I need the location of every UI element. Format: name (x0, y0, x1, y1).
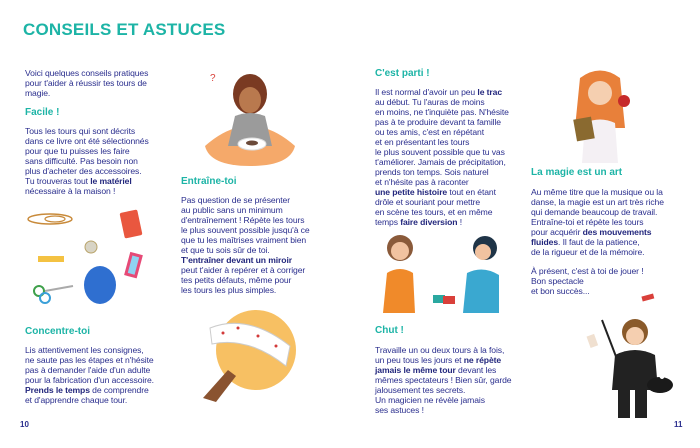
text-segment: de comprendre (89, 385, 149, 395)
text-line (181, 215, 310, 225)
text-segment: et que tu sois sûr de toi. (181, 245, 270, 255)
text-line (375, 157, 509, 167)
intro-text (25, 68, 148, 98)
emphasis-text: des mouvements (582, 227, 652, 237)
text-segment: d'entraînement ! Répète les tours (181, 215, 305, 225)
text-segment: Pas question de se présenter (181, 195, 290, 205)
text-line (531, 227, 664, 237)
text-segment: À présent, c'est à toi de jouer ! (531, 266, 644, 276)
heading-art: La magie est un art (531, 167, 623, 178)
text-segment: sans difficulté. Pas besoin non (25, 156, 138, 166)
emphasis-text: jamais le même tour (375, 365, 456, 375)
text-segment: le plus souvent possible que tu vas (375, 147, 505, 157)
text-segment: t'améliorer. Jamais de précipitation, (375, 157, 506, 167)
text-segment: peut t'aider à repérer et à corriger (181, 265, 306, 275)
text-line (531, 266, 644, 276)
text-line (375, 355, 511, 365)
text-line (25, 395, 154, 405)
text-segment: de la rigueur et de la mémoire. (531, 247, 645, 257)
text-segment: pour t'aider à réussir tes tours de (25, 78, 147, 88)
text-segment: Tu trouveras tout (25, 176, 91, 186)
text-line (181, 265, 310, 275)
text-segment: Lis attentivement les consignes, (25, 345, 144, 355)
kids-exchanging-cards-illustration (375, 233, 510, 318)
text-line (25, 365, 154, 375)
text-line (375, 187, 509, 197)
emphasis-text: le trac (477, 87, 503, 97)
text-line (181, 255, 310, 265)
text-segment: Voici quelques conseils pratiques (25, 68, 149, 78)
text-segment: tout en étant (447, 187, 496, 197)
text-line (375, 405, 511, 415)
text-segment: au début. Tu l'auras de moins (375, 97, 485, 107)
text-line (25, 166, 149, 176)
girl-with-apple-illustration (560, 68, 645, 163)
text-line (531, 247, 664, 257)
text-segment: temps (375, 217, 401, 227)
text-line (181, 195, 310, 205)
text-line (25, 375, 154, 385)
emphasis-text: Prends le temps (25, 385, 90, 395)
heading-chut: Chut ! (375, 325, 404, 336)
text-line (25, 88, 148, 98)
text-segment: plus d'acheter des accessoires. (25, 166, 142, 176)
text-line (375, 365, 511, 375)
emphasis-text: le matériel (90, 176, 132, 186)
text-segment: prends ton temps. Sois naturel (375, 167, 489, 177)
text-segment: Un magicien ne révèle jamais (375, 395, 485, 405)
text-line (375, 127, 509, 137)
emphasis-text: ne répète (463, 355, 502, 365)
text-segment: pour que tu puisses les faire (25, 146, 130, 156)
text-segment: ses astuces ! (375, 405, 424, 415)
concentre-text (25, 345, 154, 405)
text-segment: un peu tous les jours et (375, 355, 464, 365)
text-line (25, 176, 149, 186)
text-segment: ne saute pas les étapes et n'hésite (25, 355, 154, 365)
text-line (25, 126, 149, 136)
text-segment: ! (457, 217, 463, 227)
parti-text (375, 87, 509, 227)
text-line (531, 237, 664, 247)
text-line (375, 217, 509, 227)
text-line (531, 276, 644, 286)
text-segment: et n'hésite pas à raconter (375, 177, 469, 187)
cards-spread-illustration (198, 308, 298, 404)
text-line (25, 355, 154, 365)
text-segment: les tours les plus simples. (181, 285, 277, 295)
text-line (375, 97, 509, 107)
text-line (375, 147, 509, 157)
emphasis-text: faire diversion (400, 217, 458, 227)
heading-entraine: Entraîne-toi (181, 176, 237, 187)
text-line (375, 107, 509, 117)
text-segment: Tous les tours qui sont décrits (25, 126, 136, 136)
svg-text:?: ? (210, 73, 216, 84)
text-segment: pour acquérir (531, 227, 583, 237)
text-line (25, 136, 149, 146)
text-line (25, 68, 148, 78)
text-segment: pas à te produire devant ta famille (375, 117, 501, 127)
text-segment: jalousement tes secrets. (375, 385, 466, 395)
text-line (25, 385, 154, 395)
heading-concentre: Concentre-toi (25, 326, 90, 337)
text-line (375, 197, 509, 207)
text-line (25, 146, 149, 156)
text-segment: le plus souvent possible jusqu'à ce (181, 225, 310, 235)
text-line (375, 87, 509, 97)
text-segment: mêmes spectateurs ! Bien sûr, garde (375, 375, 512, 385)
heading-parti: C'est parti ! (375, 68, 430, 79)
text-line (375, 385, 511, 395)
text-segment: que tu les maîtrises vraiment bien (181, 235, 307, 245)
page-title: CONSEILS ET ASTUCES (23, 20, 226, 39)
text-line (375, 167, 509, 177)
props-illustration (25, 205, 155, 305)
text-line (181, 235, 310, 245)
text-segment: drôle et souriant pour mettre (375, 197, 481, 207)
facile-text (25, 126, 149, 196)
emphasis-text: une petite histoire (375, 187, 448, 197)
text-line (25, 78, 148, 88)
text-line (375, 375, 511, 385)
text-segment: et d'apprendre chaque tour. (25, 395, 128, 405)
text-line (375, 137, 509, 147)
chut-text (375, 345, 511, 415)
text-segment: pas à demander l'aide d'un adulte (25, 365, 151, 375)
text-segment: et bon succès... (531, 286, 590, 296)
text-segment: tes petits défauts, même pour (181, 275, 292, 285)
text-segment: et en présentant les tours (375, 137, 470, 147)
text-line (181, 225, 310, 235)
text-line (181, 205, 310, 215)
text-segment: en scène tes tours, et en même (375, 207, 493, 217)
text-segment: au public sans un minimum (181, 205, 283, 215)
text-segment: dans ce livre ont été sélectionnés (25, 136, 149, 146)
emphasis-text: fluides (531, 237, 558, 247)
magician-girl-illustration (580, 290, 675, 420)
text-line (531, 207, 664, 217)
text-line (25, 186, 149, 196)
page-number-left: 10 (20, 420, 29, 429)
text-line (375, 177, 509, 187)
text-line (181, 285, 310, 295)
text-segment: Travaille un ou deux tours à la fois, (375, 345, 505, 355)
text-segment: en moins, ne t'inquiète pas. N'hésite (375, 107, 509, 117)
text-line (531, 187, 664, 197)
text-segment: devant les (455, 365, 497, 375)
text-line (531, 217, 664, 227)
text-segment: Il est normal d'avoir un peu (375, 87, 478, 97)
emphasis-text: T'entraîner devant un miroir (181, 255, 292, 265)
entraine-text (181, 195, 310, 295)
text-segment: qui demande beaucoup de travail. (531, 207, 658, 217)
text-line (181, 245, 310, 255)
text-line (531, 197, 664, 207)
text-segment: Bon spectacle (531, 276, 584, 286)
art-text (531, 187, 664, 257)
text-line (25, 156, 149, 166)
text-segment: Entraîne-toi et répète les tours (531, 217, 644, 227)
girl-thinking-illustration (200, 66, 300, 166)
heading-facile: Facile ! (25, 107, 60, 118)
text-line (375, 207, 509, 217)
text-segment: . Il faut de la patience, (558, 237, 640, 247)
text-line (375, 345, 511, 355)
text-line (375, 117, 509, 127)
text-segment: nécessaire à la maison ! (25, 186, 116, 196)
text-line (375, 395, 511, 405)
text-segment: danse, la magie est un art très riche (531, 197, 664, 207)
text-line (25, 345, 154, 355)
text-segment: ou tes amis, c'est en répétant (375, 127, 484, 137)
text-segment: pour la fabrication d'un accessoire. (25, 375, 154, 385)
text-segment: magie. (25, 88, 51, 98)
text-line (181, 275, 310, 285)
page-number-right: 11 (674, 420, 683, 429)
text-segment: Au même titre que la musique ou la (531, 187, 663, 197)
